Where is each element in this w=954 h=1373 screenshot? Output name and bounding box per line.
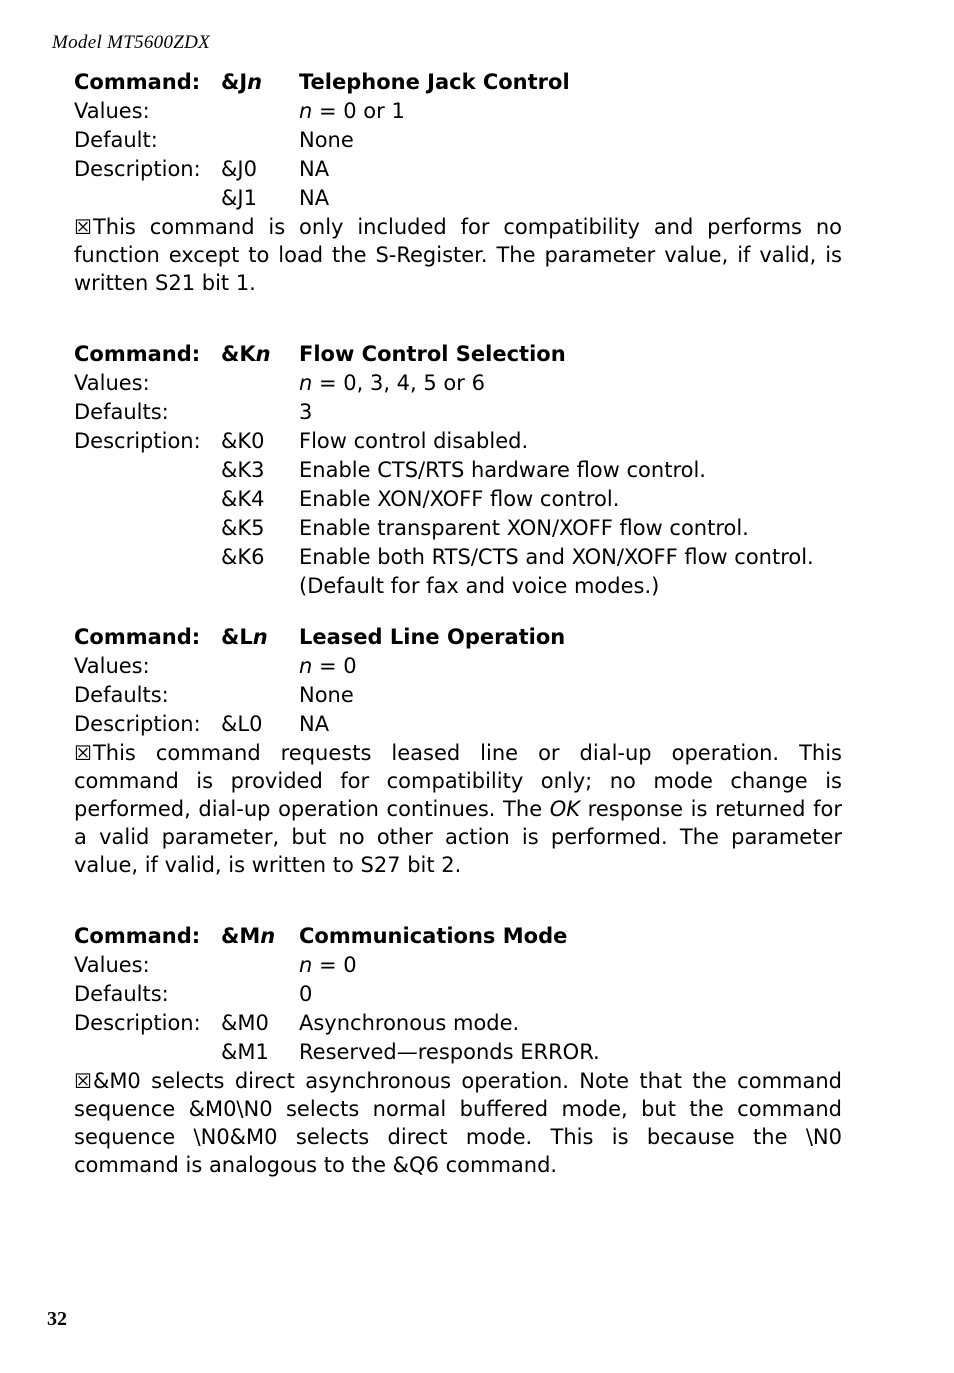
command-label: Command: [74,342,201,366]
description-label: Description: [74,712,201,736]
description-text: Enable transparent XON/XOFF flow control. [299,516,749,540]
values-value: n = 0 [299,654,357,678]
description-text: Flow control disabled. [299,429,529,453]
command-title: Flow Control Selection [299,342,566,366]
description-row [74,710,842,739]
values-row [74,951,842,980]
envelope-x-icon: ☒ [74,215,92,239]
description-row [74,1038,842,1067]
command-title: Telephone Jack Control [299,70,570,94]
command-code: &Jn [221,70,263,94]
description-row [74,456,842,485]
description-text: NA [299,157,330,181]
description-row [74,514,842,543]
default-row [74,980,842,1009]
description-text: Enable both RTS/CTS and XON/XOFF flow control. [299,545,814,569]
values-value: n = 0, 3, 4, 5 or 6 [299,371,485,395]
command-title: Communications Mode [299,924,568,948]
description-code: &L0 [221,712,263,736]
command-label: Command: [74,625,201,649]
values-label: Values: [74,99,150,123]
command-title: Leased Line Operation [299,625,566,649]
description-text: Asynchronous mode. [299,1011,520,1035]
command-note: ☒This command requests leased line or dial-up operation. This command is provided for compatibility only; no mode change is performed, dial-up operation continues. The OK response is returned for a valid parameter, but no other action is performed. The parameter value, if valid, is written to S27 bit 2. [74,741,842,877]
description-label: Description: [74,429,201,453]
default-label: Defaults: [74,982,169,1006]
description-label: Description: [74,1011,201,1035]
default-label: Defaults: [74,683,169,707]
description-row [74,155,842,184]
description-row [74,184,842,213]
description-row [74,485,842,514]
command-section-kn [74,340,842,601]
description-code: &M0 [221,1011,269,1035]
values-label: Values: [74,953,150,977]
description-label: Description: [74,157,201,181]
description-text: Enable XON/XOFF flow control. [299,487,620,511]
values-label: Values: [74,654,150,678]
default-value: None [299,683,354,707]
description-code: &K4 [221,487,265,511]
description-code: &K5 [221,516,265,540]
description-code: &K3 [221,458,265,482]
default-row [74,126,842,155]
page-header-model: Model MT5600ZDX [52,32,211,53]
description-code: &J0 [221,157,257,181]
command-code: &Ln [221,625,268,649]
default-row [74,398,842,427]
description-text: Reserved—responds ERROR. [299,1040,600,1064]
default-value: 3 [299,400,313,424]
description-row [74,427,842,456]
command-label: Command: [74,924,201,948]
default-value: None [299,128,354,152]
description-code: &J1 [221,186,257,210]
command-section-jn [74,68,842,297]
values-row [74,652,842,681]
command-section-ln [74,623,842,879]
description-text: Enable CTS/RTS hardware flow control. [299,458,706,482]
description-row [74,572,842,601]
document-body [74,68,842,1179]
values-row [74,369,842,398]
envelope-x-icon: ☒ [74,1069,92,1093]
description-code: &K6 [221,545,265,569]
description-row [74,543,842,572]
description-code [221,572,299,601]
description-text: NA [299,186,330,210]
description-code: &K0 [221,429,265,453]
description-code: &M1 [221,1040,269,1064]
command-label: Command: [74,70,201,94]
values-row [74,97,842,126]
default-label: Defaults: [74,400,169,424]
description-text: NA [299,712,330,736]
envelope-x-icon: ☒ [74,741,92,765]
default-row [74,681,842,710]
page-number: 32 [47,1308,67,1330]
command-note: ☒&M0 selects direct asynchronous operation. Note that the command sequence &M0\N0 selects normal buffered mode, but the command sequence \N0&M0 selects direct mode. This is because the \N0 command is analogous to the &Q6 command. [74,1069,842,1177]
command-header-row [74,68,842,97]
command-header-row [74,922,842,951]
command-code: &Mn [221,924,276,948]
command-code: &Kn [221,342,271,366]
default-value: 0 [299,982,313,1006]
command-section-mn [74,922,842,1179]
description-row [74,1009,842,1038]
values-value: n = 0 [299,953,357,977]
command-note: ☒This command is only included for compatibility and performs no function except to load the S-Register. The parameter value, if valid, is written S21 bit 1. [74,215,842,295]
description-text: (Default for fax and voice modes.) [299,574,660,598]
values-value: n = 0 or 1 [299,99,405,123]
command-header-row [74,623,842,652]
values-label: Values: [74,371,150,395]
default-label: Default: [74,128,158,152]
command-header-row [74,340,842,369]
